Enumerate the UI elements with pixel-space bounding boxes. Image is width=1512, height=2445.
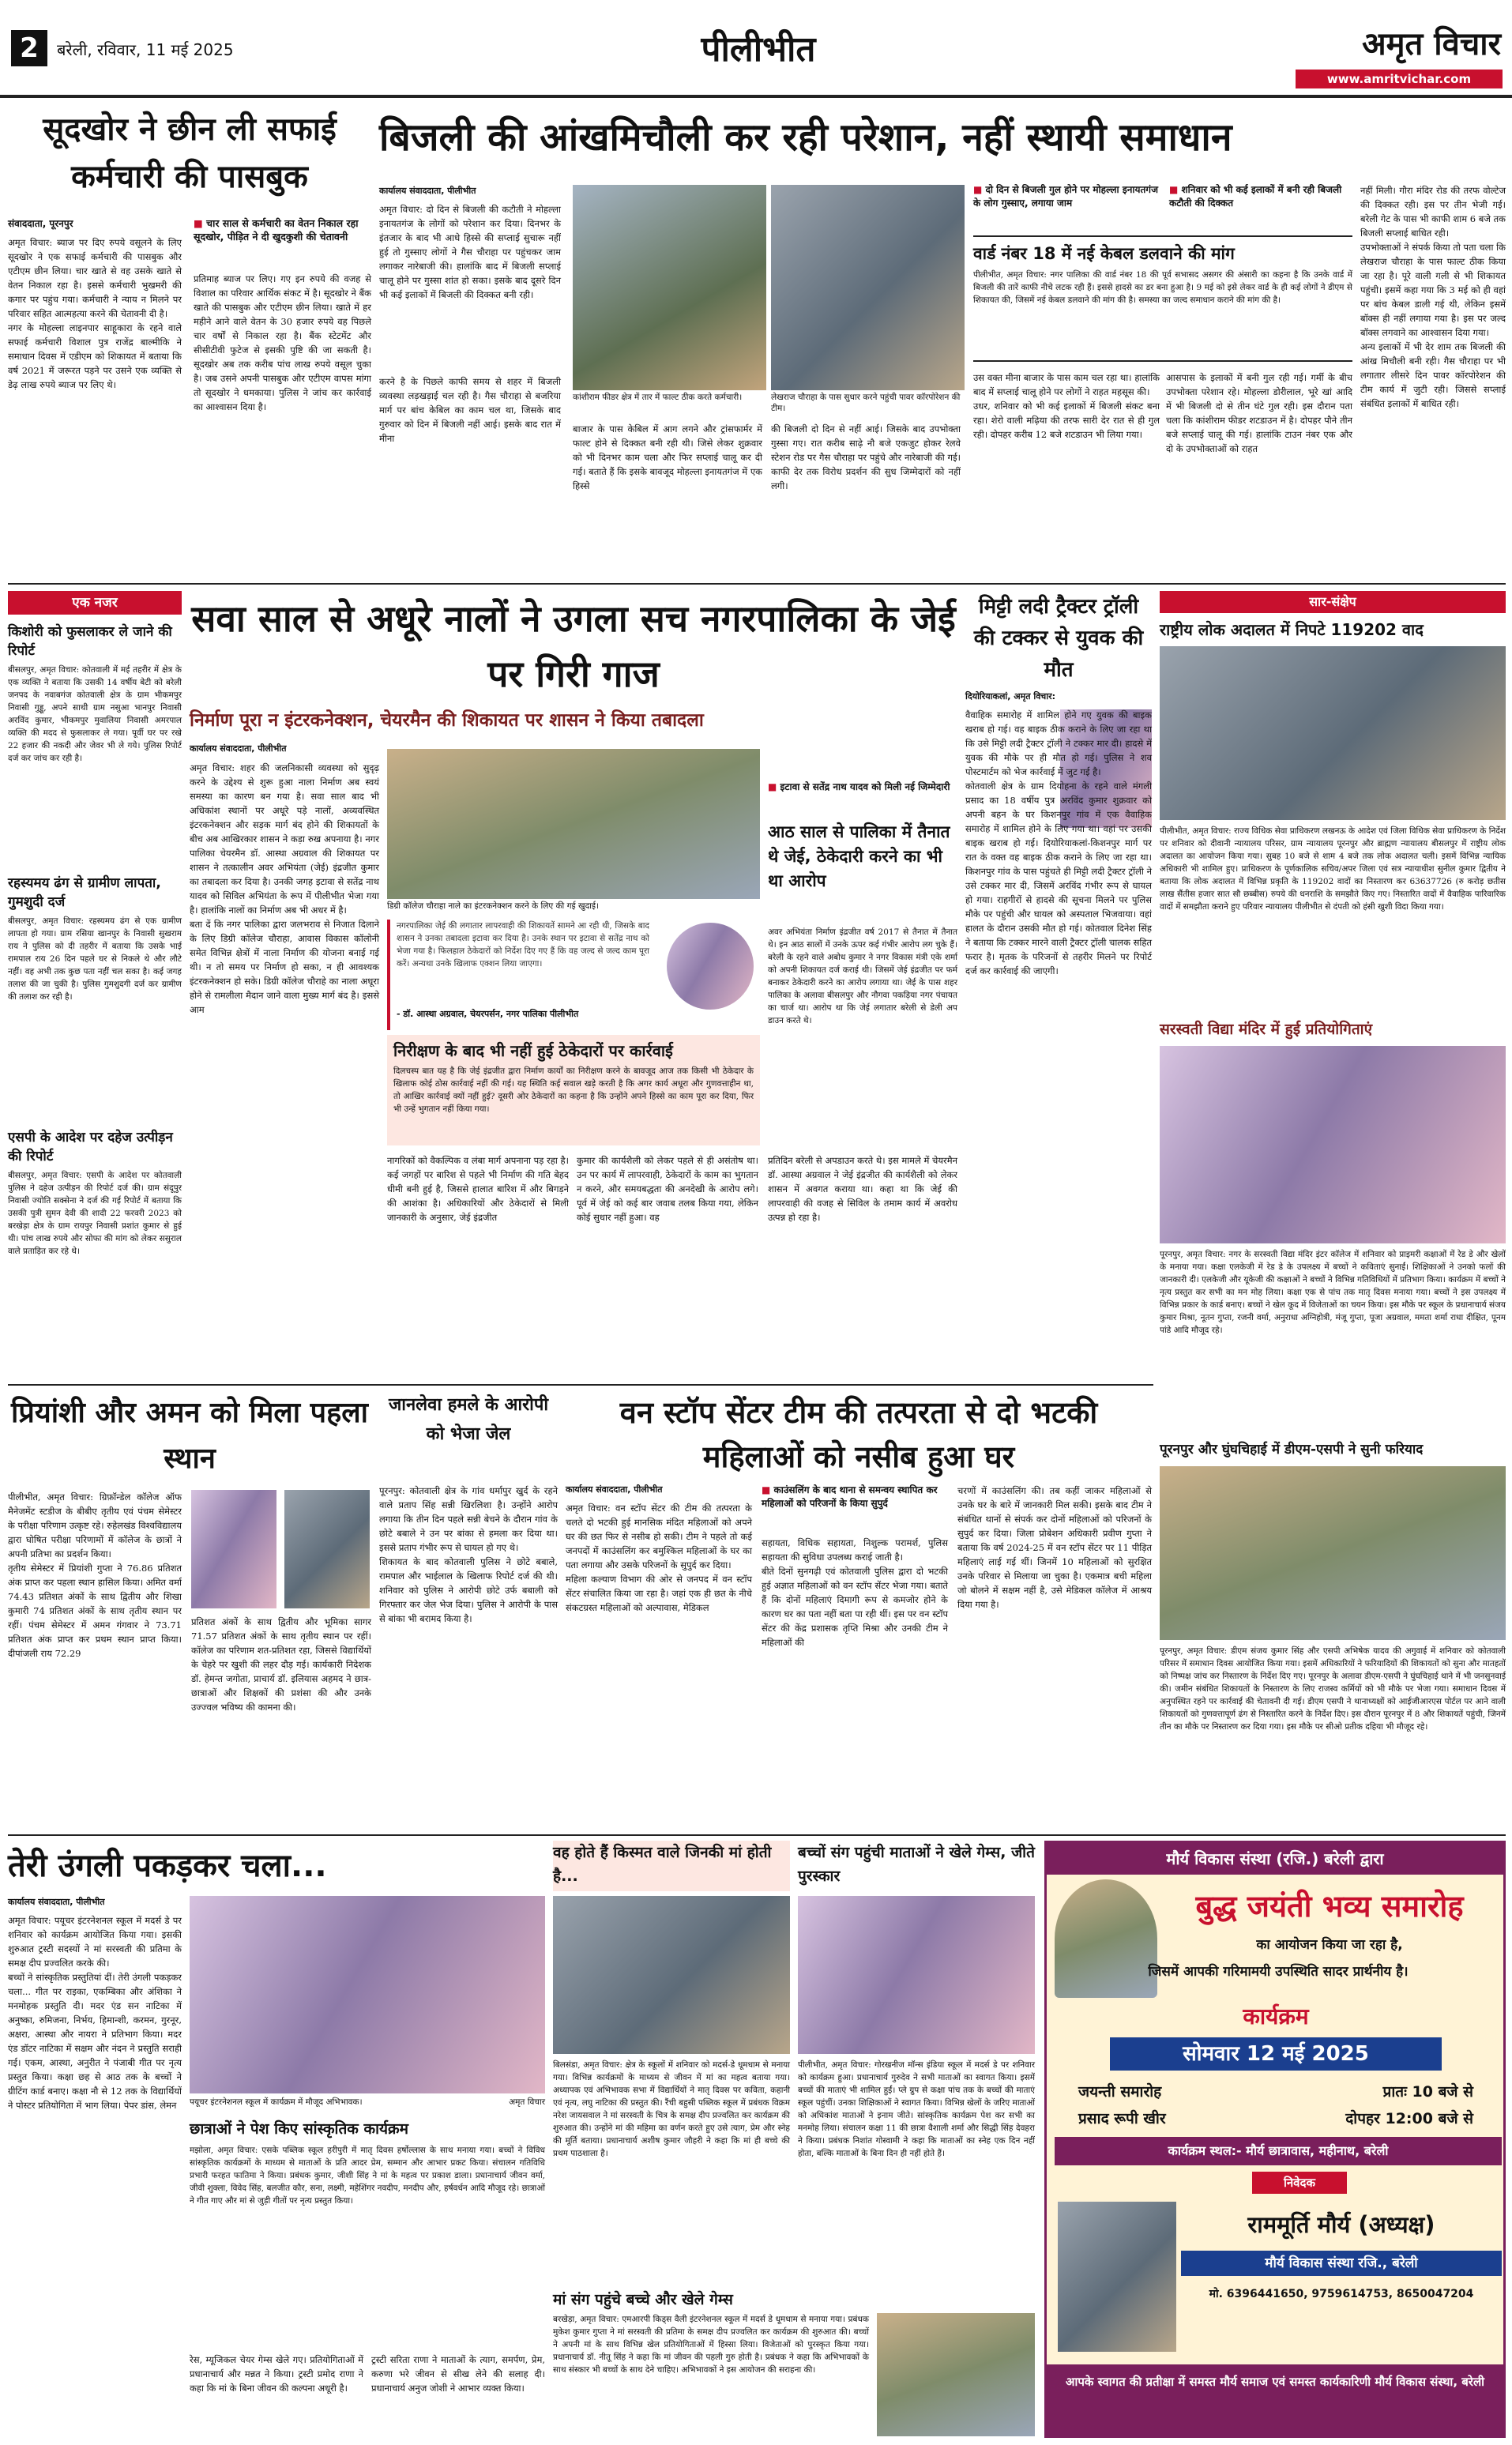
story-bijli — [379, 106, 1506, 580]
brief-body: बीसलपुर, अमृत विचार: कोतवाली में मई तहरीर में क्षेत्र के एक व्यक्ति ने बताया कि उसकी 14 वर्षीय बेटी को बरेली जनपद के नवाबगंज कोतवाली क्षेत्र के ग्राम भीकमपुर निवासी गुड्डू, अपने साथी ग्राम नसुआ भानपुर निवासी अरविंद कुमार, भीकमपुर मुवालिया निवासी अमरपाल व्यक्ति की मदद से फुसलाकर ले गया। पूर्वी घर पर रखे 22 हजार की नकदी और जेवर भी ले गये। पुलिस रिपोर्ट दर्ज कर जांच कर रही है। — [8, 665, 185, 763]
brief-headline: राष्ट्रीय लोक अदालत में निपटे 119202 वाद — [1160, 620, 1424, 639]
student-photo — [284, 1490, 370, 1608]
story-body: पूरनपुर: कोतवाली क्षेत्र के गांव धर्मापुर खुर्द के रहने वाले प्रताप सिंह सन्नी खिरलिशा है। उन्होंने आरोप लगाया कि तीन दिन पहले सन्नी बेचने के दौरान गांव के छोटे बबाले ने उन पर बांका से हमला कर दिया था। इससे प्रताप गंभीर रूप से घायल हो गए थे। शिकायत के बाद कोतवाली पुलिस ने छोटे बबाले, रामपाल और भाईलाल के खिलाफ रिपोर्ट दर्ज की थी। शनिवार को पुलिस ने आरोपी छोटे उर्फ बबाली को गिरफ्तार कर जेल भेज दिया। पुलिस ने आरोपी के पास से बांका भी बरामद किया है। — [379, 1485, 558, 1624]
story-body-1: अमृत विचार: दो दिन से बिजली की कटौती ने मोहल्ला इनायतगंज के लोगों को परेशान कर दिया। दिनभर के इंतजार के बाद भी आधे हिस्से की सप्लाई सुचारू नहीं हुई तो गुस्साए लोगों ने गैस चौराहा पर पहुंचकर जाम लगाकर नारेबाजी की। हालांकि बाद में बिजली सप्लाई चालू होने पर गुस्सा शांत हो सका। इसके बाद दूसरे दिन भी कई इलाकों में बिजली की दिक्कत बनी रही। — [379, 204, 564, 300]
photo-caption: कांशीराम फीडर क्षेत्र में तार में फाल्ट ठीक करते कर्मचारी। — [573, 392, 766, 417]
brief-body: बीसलपुर, अमृत विचार: एसपी के आदेश पर कोतवाली पुलिस ने दहेज उत्पीड़न की रिपोर्ट दर्ज की। ग्राम संदूपुर निवासी ज्योति सक्सेना ने दर्ज की गई रिपोर्ट में बताया कि उसकी पुत्री सुमन देवी की शादी 22 फरवरी 2023 को बरखेड़ा क्षेत्र के ग्राम रायपुर निवासी प्रशांत कुमार से हुई थी। पांच लाख रुपये और सोफा की मांग को लेकर ससुराल वाले प्रताड़ित कर रहे थे। — [8, 1171, 185, 1256]
byline: कार्यालय संवाददाता, पीलीभीत — [8, 1897, 105, 1907]
brief-headline: रहस्यमय ढंग से ग्रामीण लापता, गुमशुदी दर्ज — [8, 875, 161, 910]
headline: सूदखोर ने छीन ली सफाई कर्मचारी की पासबुक — [43, 111, 337, 195]
story-body-5: उस वक्त मीना बाजार के पास काम चल रहा था। हालांकि बाद में सप्लाई चालू होने पर लोगों ने राहत महसूस की। उधर, शनिवार को भी कई इलाकों में बिजली संकट बना रहा। शेरो वाली मढ़िया की तरफ सारी देर रात से ही गुल रही। दोपहर करीब 12 बजे शटडाउन भी लिया गया। — [973, 372, 1160, 440]
section-label: सार-संक्षेप — [1160, 591, 1506, 613]
advert-footer: आपके स्वागत की प्रतीक्षा में समस्त मौर्य समाज एवं समस्त कार्यकारिणी मौर्य विकास संस्था, बरेली — [1047, 2364, 1503, 2436]
school-event-photo — [553, 1896, 790, 2054]
advert-karyakram: कार्यक्रम — [1243, 2003, 1309, 2029]
school-event-photo — [877, 2313, 1035, 2436]
section-label: एक नजर — [8, 591, 182, 615]
quote-box — [387, 920, 760, 1030]
side-bullet: ■ शनिवार को भी कई इलाकों में बनी रही बिजली कटौती की दिक्कत — [1169, 183, 1351, 229]
headline: बिजली की आंखमिचौली कर रही परेशान, नहीं स्थायी समाधान — [379, 115, 1232, 160]
story-nale — [190, 591, 961, 1381]
website-link[interactable]: www.amritvichar.com — [1296, 70, 1503, 88]
story-body-3: बाजार के पास केबिल में आग लगने और ट्रांसफार्मर में फाल्ट होने से दिक्कत बनी रही थी। जिसे लेकर शुक्रवार को भी दिनभर काम चला और फिर सप्लाई चालू कर दी गई। बताते हैं कि इसके बावजूद मोहल्ला इनायतगंज में एक हिस्से — [573, 423, 765, 491]
samadhan-diwas-photo — [1160, 1466, 1506, 1640]
brief-body: बीसलपुर, अमृत विचार: रहस्यमय ढंग से एक ग्रामीण लापता हो गया। ग्राम रसिया खानपुर के निवासी सुखराम राय ने पुलिस को दी तहरीर में बताया कि उसके भाई रामपाल राय 26 दिन पहले घर से निकले थे और लौटे नहीं। वह अभी तक कुछ पता नहीं चल सका है। कई जगह तलाश की जा चुकी है। पुलिस गुमशुदगी दर्ज कर ग्रामीण की तलाश कर रही है। — [8, 916, 185, 1002]
brief-body: पूरनपुर, अमृत विचार: नगर के सरस्वती विद्या मंदिर इंटर कॉलेज में शनिवार को प्राइमरी कक्षाओं में रेड डे और खेलों के मनाया गया। कक्षा एलकेजी में रेड डे के उपलक्ष्य में बच्चों ने कविताएं सुनाईं। शिक्षिकाओं ने उनको फलों की जानकारी दी। एलकेजी और यूकेजी की कक्षाओं ने बच्चों ने विभिन्न गतिविधियों में प्रतिभाग किया। कार्यक्रम में बच्चों ने नृत्य प्रस्तुत कर सभी का मन मोह लिया। कक्षा एक से पांच तक मातृ दिवस मनाया गया। बच्चों ने इस उपलक्ष्य में विभिन्न प्रकार के कार्ड बनाए। बच्चों ने खेल कूद में विजेताओं का चयन किया। इस मौके पर स्कूल के प्रधानाचार्य संजय कुमार मिश्रा, नूतन गुप्ता, रजनी वर्मा, अनुराधा अग्निहोत्री, मंजू गुप्ता, पूजा अग्रवाल, ममता शर्मा राधा दीक्षित, पूनम पांडे आदि मौजूद रहे। — [1160, 1250, 1509, 1335]
advert-name: राममूर्ति मौर्य (अध्यक्ष) — [1247, 2211, 1435, 2238]
side-body-2: प्रतिदिन बरेली से अपडाउन करते थे। इस मामले में चेयरमैन डॉ. आस्था अग्रवाल ने जेई इंद्रजीत की कार्यशैली को लेकर शासन में अवगत कराया था। कहा था कि जेई की लापरवाही की वजह से सिविल के तमाम कार्य में अवरोध उत्पन्न हो रहा है। — [768, 1155, 961, 1223]
story-body: पीलीभीत, अमृत विचार: गोरखनीज मॉन्स इंडिया स्कूल में मदर्स डे पर शनिवार को कार्यक्रम हुआ। प्रधानाचार्य गुरुदेव ने सभी माताओं का स्वागत किया। इसमें बच्चों की माताएं भी शामिल हुईं। प्ले ग्रुप से कक्षा पांच तक के बच्चों की माताएं स्कूल पहुंचीं। उनका शिक्षिकाओं ने स्वागत किया। विभिन्न खेलों के जरिए माताओं को अधिकांश माताओं ने इनाम जीते। सांस्कृतिक कार्यक्रम पेश कर सभी का मनमोह लिया। संचालन कक्षा 11 की छात्रा वैशाली शर्मा और सिद्धी सिंह देवहरा ने किया। प्रबंधक निशांत गोस्वामी ने कहा कि माताओं का स्नेह एक दिन नहीं होता, बल्कि माताओं के बिना दिन ही नहीं होते हैं। — [798, 2060, 1038, 2158]
story-body: बरखेड़ा, अमृत विचार: एमआरपी किड्स वैली इंटरनेशनल स्कूल में मदर्स डे धूमधाम से मनाया गया। प्रबंधक मुकेश कुमार गुप्ता ने मां सरस्वती की प्रतिमा के समक्ष दीप प्रज्वलित कर कार्यक्रम की शुरुआत की। बच्चों ने अपनी मां के साथ विभिन्न खेल प्रतियोगिताओं में हिस्सा लिया। विजेताओं को पुरस्कृत किया गया। प्रधानाचार्य डॉ. नीतू सिंह ने कहा कि मां जीवन की पहली गुरु होती है। प्रबंधक ने कहा कि अभिभावकों के साथ संस्कार भी बच्चों के साथ देने चाहिए। अभिभावकों ने इस आयोजन की सराहना की। — [553, 2315, 872, 2375]
headline: प्रियांशी और अमन को मिला पहला स्थान — [11, 1397, 368, 1475]
headline: छात्राओं ने पेश किए सांस्कृतिक कार्यक्रम — [190, 2120, 408, 2138]
headline: तेरी उंगली पकड़कर चला... — [8, 1848, 327, 1884]
subhead: ■ चार साल से कर्मचारी का वेतन निकाल रहा सूदखोर, पीड़ित ने दी खुदकुशी की चेतावनी — [194, 216, 371, 264]
headline: वन स्टॉप सेंटर टीम की तत्परता से दो भटकी महिलाओं को नसीब हुआ घर — [619, 1395, 1098, 1474]
ward-body: पीलीभीत, अमृत विचार: नगर पालिका की वार्ड नंबर 18 की पूर्व सभासद असगर की अंसारी का कहना है कि उनके वार्ड में बिजली की तारें काफी नीचे लटक रही हैं। इससे हादसे का डर बना हुआ है। 9 मई को इसे लेकर वार्ड के ही कई लोगों ने डीएम से शिकायत की, जिसमें नई केबल डलवाने की मांग की है। समस्या का जल्द समाधान कराने की मांग की है। — [973, 270, 1356, 305]
story-chhatra — [190, 2117, 548, 2351]
school-event-photo — [1160, 1046, 1506, 1243]
ward-headline: वार्ड नंबर 18 में नई केबल डलवाने की मांग — [973, 244, 1235, 263]
news-photo-workers — [573, 185, 766, 390]
story-bullet: ■ काउंसलिंग के बाद थाना से समन्वय स्थापित कर महिलाओं को परिजनों के किया सुपुर्द — [762, 1484, 948, 1531]
story-body-2: प्रतिमाह ब्याज पर लिए। गए इन रुपये की वजह से विशाल का परिवार आर्थिक संकट में है। सूदखोर ने बैंक खाते की पासबुक और एटीएम छीन लिया। खाते में हर महीने आने वाले वेतन के 30 हजार रुपये वह पिछले चार वर्षों से निकाल रहा है। बैंक स्टेटमेंट और सीसीटीवी फुटेज से इसकी पुष्टि की जा सकती है। सूदखोर अब तक करीब पांच लाख रुपये वसूल चुका है। जब उसने अपनी पासबुक और एटीएम वापस मांगा तो सूदखोर ने धमकाया। पुलिस ने जांच कर कार्रवाई का आश्वासन दिया है। — [194, 273, 374, 412]
advert-title: बुद्ध जयंती भव्य समारोह — [1195, 1889, 1464, 1924]
side-body: अवर अभियंता निर्माण इंद्रजीत वर्ष 2017 से तैनात में तैनात थे। इन आठ सालों में उनके ऊपर कई गंभीर आरोप लग चुके हैं। बरेली के रहने वाले अबोध कुमार ने नगर विकास मंत्री एके शर्मा को अपनी शिकायत दर्ज कराई थी। जिसमें जेई इंद्रजीत पर फर्म बनाकर ठेकेदारी करने का आरोप लगाया था। जेई के पास शहर पालिका के अलावा बीसलपुर और नौगवा पकड़िया नगर पंचायत का चार्ज था। आरोप था कि जेई लगातार बरेली से डेली अप डाउन करते थे। — [768, 927, 961, 1025]
headline: मिट्टी लदी ट्रैक्टर ट्रॉली की टक्कर से युवक की मौत — [973, 595, 1144, 682]
brief-headline: एसपी के आदेश पर दहेज उत्पीड़न की रिपोर्ट — [8, 1130, 173, 1164]
box-headline: निरीक्षण के बाद भी नहीं हुई ठेकेदारों पर कार्रवाई — [393, 1041, 673, 1060]
schedule-time: प्रातः 10 बजे से — [1382, 2083, 1473, 2101]
photo-credit: अमृत विचार — [466, 2097, 545, 2111]
story-body-6: आसपास के इलाकों में बनी गुल रही गई। गर्मी के बीच उपभोक्ता परेशान रहे। मोहल्ला डोरीलाल, भूरे खां आदि में भी बिजली दो से तीन घंटे गुल रही। इस दौरान पता चला कि कांशीराम फीडर शटडाउन में है। दोपहर पौने तीन बजे सप्लाई चालू की गई। हालांकि टाउन नंबर एक और दो के उपभोक्ताओं को राहत — [1166, 372, 1356, 454]
masthead — [0, 0, 1512, 103]
saar-sankshep-column — [1160, 591, 1509, 1942]
inspection-box — [387, 1035, 760, 1145]
advert-phones: मो. 6396441650, 9759614753, 8650047204 — [1209, 2288, 1474, 2300]
story-body: वैवाहिक समारोह में शामिल होने गए युवक की बाइक खराब हो गई। वह बाइक ठीक कराने के लिए जा रहा था कि उसे मिट्टी लदी ट्रैक्टर ट्रॉली ने टक्कर मार दी। हादसे में युवक की मौके पर ही मौत हो गई। पुलिस ने शव पोस्टमार्टम को भेज कार्रवाई में जुट गई है। कोतवाली क्षेत्र के ग्राम दियोहना के रहने वाले मंगली प्रसाद का 18 वर्षीय पुत्र अरविंद कुमार शुक्रवार को अपनी बहन के घर किशनपुर गांव में एक वैवाहिक समारोह में शामिल होने के लिए गया था। वहां पर उसकी बाइक खराब हो गई। दियोरियाकलां-किशनपुर मार्ग पर रात के वक्त वह बाइक ठीक कराने के लिए जा रहा था। किशनपुर गांव के पास पहुंचते ही मिट्टी लदी ट्रैक्टर ट्रॉली ने उसे टक्कर मार दी, जिसमें अरविंद गंभीर रूप से घायल हो गया। राहगीरों से हादसे की सूचना मिलने पर पुलिस मौके पर पहुंची और घायल को अस्पताल भिजवाया। वहां हालत के दौरान उसकी मौत हो गई। कोतवाल दिनेश सिंह ने बताया कि टक्कर मारने वाली ट्रैक्टर ट्रॉली चालक सहित फरार है। मृतक के परिजनों से तहरीर मिलने पर रिपोर्ट दर्ज कर कार्रवाई की जाएगी। — [965, 709, 1152, 976]
brief-headline: पूरनपुर और घुंघचिहाई में डीएम-एसपी ने सुनी फरियाद — [1160, 1442, 1424, 1458]
story-priyanshi — [8, 1390, 374, 1833]
schedule-label: प्रसाद रूपी खीर — [1078, 2110, 1166, 2127]
dateline: बरेली, रविवार, 11 मई 2025 — [57, 40, 234, 59]
photo-caption: पयूचर इंटरनेशनल स्कूल में कार्यक्रम में मौजूद अभिभावक। — [190, 2097, 450, 2111]
section-rule — [8, 583, 1506, 585]
quote-attribution: - डॉ. आस्था अग्रवाल, चेयरपर्सन, नगर पालिका पीलीभीत — [397, 1009, 579, 1019]
ward-box — [973, 235, 1356, 362]
advert-nivedak: निवेदक — [1252, 2172, 1347, 2194]
advert-date: सोमवार 12 मई 2025 — [1110, 2037, 1442, 2071]
side-headline: आठ साल से पालिका में तैनात थे जेई, ठेकेदारी करने का भी था आरोप — [768, 822, 950, 890]
quote-text: नगरपालिका जेई की लगातार लापरवाही की शिकायतें सामने आ रही थी, जिसके बाद शासन ने उनका तबादला इटावा कर दिया है। उनके स्थान पर इटावा से सतेंद्र नाथ को भेजा गया है। फिलहाल ठेकेदारों को निर्देश दिए गए हैं कि वह जल्द से जल्द काम पूरा करें। अन्यथा उनके खिलाफ एक्शन लिया जाएगा। — [397, 921, 653, 969]
story-body-3: ट्रस्टी सरिता राणा ने माताओं के त्याग, समर्पण, प्रेम, करुणा भरे जीवन से सीख लेने की सलाह दी। प्रधानाचार्य अनुज जोशी ने आभार व्यक्त किया। — [371, 2354, 548, 2394]
student-photo — [191, 1490, 276, 1608]
headline: जानलेवा हमले के आरोपी को भेजा जेल — [388, 1395, 549, 1444]
story-maa — [553, 2288, 1035, 2438]
portrait-photo — [667, 923, 754, 1010]
story-body-1: अमृत विचार: पयूचर इंटरनेशनल स्कूल में मदर्स डे पर शनिवार को कार्यक्रम आयोजित किया गया। इसकी शुरुआत ट्रस्टी सदस्यों ने मां सरस्वती की प्रतिमा के समक्ष दीप प्रज्वलित करके की। बच्चों ने सांस्कृतिक प्रस्तुतियां दीं। तेरी उंगली पकड़कर चला... गीत पर राइका, एकम्बिका और अंशिका ने मनमोहक प्रस्तुति दी। मदर एंड सन नाटिका में अनुष्का, रुमिजना, निर्भय, हिमान्शी, करमन, गुरनूर, अक्षरा, आस्था और नायरा ने प्रतिभाग किया। मदर एंड डॉटर नाटिका में सक्षम और नंदन ने प्रस्तुति सराही गई। एकम, आस्था, अनुरीत ने पंजाबी गीत पर नृत्य प्रस्तुत किया। कक्षा छह से आठ तक के बच्चों ने ग्रीटिंग कार्ड बनाए। कक्षा नौ से 12 तक के विद्यार्थियों ने पोस्टर प्रतियोगिता में भाग लिया। पेपर डांस, लेमन — [8, 1915, 182, 2111]
schedule-time: दोपहर 12:00 बजे से — [1345, 2110, 1473, 2127]
advert-buddha-jayanti — [1044, 1841, 1506, 2438]
box-body: दिलचस्प बात यह है कि जेई इंद्रजीत द्वारा निर्माण कार्यों का निरीक्षण करने के बावजूद आज तक किसी भी ठेकेदार के खिलाफ कोई ठोस कार्रवाई नहीं की गई। यह स्थिति कई सवाल खड़े करती है कि अगर कार्य अधूरा और गुणवत्ताहीन था, तो आखिर कार्रवाई क्यों नहीं हुई? दूसरी ओर ठेकेदारों का कहना है कि उन्होंने अपने हिस्से का काम पूरा कर दिया, फिर भी उन्हें भुगतान नहीं किया गया। — [393, 1066, 757, 1114]
brief-body: पूरनपुर, अमृत विचार: डीएम संजय कुमार सिंह और एसपी अभिषेक यादव की अगुवाई में शनिवार को कोतवाली परिसर में समाधान दिवस आयोजित किया गया। इसमें अधिकारियों ने फरियादियों की शिकायतों को सुना और मातहतों को निष्पक्ष जांच कर निस्तारण के निर्देश दिए गए। पूरनपुर के अलावा डीएम-एसपी ने घुंघचिहाई थाने में भी जनसुनवाई की। जमीन संबंधित शिकायतों के निस्तारण के लिए राजस्व कर्मियों को भी मौके पर भेजा गया। समाधान दिवस में अनुपस्थित रहने पर कार्रवाई की चेतावनी दी गई। डीएम एसपी ने थानाध्यक्षों को आईजीआरएस पोर्टल पर आने वाली शिकायतों को गुणवत्तापूर्ण ढंग से निस्तारित करने के निर्देश दिए। इस दौरान पूरनपुर में 8 और शिकायतें पहुंची, जिनमें तीन का मौके पर निस्तारण कर दिया गया। इस मौके पर सीओ प्रतीक दहिया भी मौजूद रहे। — [1160, 1646, 1509, 1732]
advert-venue: कार्यक्रम स्थल:- मौर्य छात्रावास, महीनाथ, बरेली — [1055, 2137, 1502, 2165]
story-body-3: चरणों में काउंसलिंग की। तब कहीं जाकर महिलाओं से उनके घर के बारे में जानकारी मिल सकी। इसके बाद टीम ने संबंधित थानों से संपर्क कर दोनों महिलाओं को परिजनों के सुपुर्द कर दिया। जिला प्रोबेशन अधिकारी प्रवीण गुप्ता ने बताया कि वर्ष 2024-25 में वन स्टॉप सेंटर पर 11 पीड़ित महिलाएं लाई गई थीं। जिनमें 10 महिलाओं को सुरक्षित उनके परिवार से मिलाया जा चुका है। एकमात्र बची महिला जो बोलने में सक्षम नहीं है, उसे मेडिकल कॉलेज में आश्रय दिया गया है। — [957, 1485, 1155, 1610]
byline: दियोरियाकलां, अमृत विचार: — [965, 691, 1056, 702]
story-aaropi — [379, 1390, 558, 1833]
story-body-7: नहीं मिली। गौरा मंदिर रोड की तरफ वोल्टेज की दिक्कत रही। इस पर तीन भेजी गई। बरेली गेट के पास भी काफी शाम 6 बजे तक बिजली सप्लाई बाधित रही। उपभोक्ताओं ने संपर्क किया तो पता चला कि लेखराज चौराहा के पास फाल्ट ठीक किया जा रहा है। पूरे वाली गली से भी शिकायत पहुंची। इसमें कहा गया कि 3 मई को ही वहां पर बांच केबल डाली गई थी, लेकिन इसमें बॉक्स ही नहीं लगाया गया है। इस पर जल्द बॉक्स लगवाने का आश्वासन दिया गया। अन्य इलाकों में भी देर शाम तक बिजली की आंख मिचौली बनी रही। गैस चौराहा पर भी लगातार लीसरे दिन पावर कॉरपोरेशन की टीम कार्य में जुटी रही। जिससे सप्लाई संबंधित इलाकों में बाधित रही। — [1360, 185, 1506, 409]
story-body-3: कुमार की कार्यशैली को लेकर पहले से ही असंतोष था। उन पर कार्य में लापरवाही, ठेकेदारों के काम का भुगतान न करने, और समयबद्धता की अनदेखी के आरोप लगे। पूर्व में जेई को कई बार जवाब तलब किया गया, लेकिन कोई सुधार नहीं हुआ। वह — [577, 1155, 762, 1223]
lok-adalat-photo — [1160, 646, 1506, 820]
story-body-2: रेस, म्यूजिकल चेयर गेम्स खेले गए। प्रतियोगिताओं में प्रधानाचार्य और मन्नत ने किया। ट्रस्टी प्रमोद राणा ने कहा कि मां के बिना जीवन की कल्पना अधूरी है। — [190, 2354, 367, 2394]
photo-caption: लेखराज चौराहा के पास सुधार करने पहुंची पावर कॉरपोरेशन की टीम। — [771, 392, 965, 417]
story-tractor — [965, 591, 1152, 1381]
school-event-photo — [190, 1896, 545, 2093]
byline: कार्यालय संवाददाता, पीलीभीत — [190, 743, 287, 754]
headline: मां संग पहुंचे बच्चे और खेले गेम्स — [553, 2291, 733, 2308]
story-body-4: की बिजली दो दिन से नहीं आई। जिसके बाद उपभोक्ता गुस्सा गए। रात करीब साढ़े नौ बजे एकजुट होकर रेलवे स्टेशन रोड पर गैस चौराहा पर पहुंचे और नारेबाजी की गई। काफी देर तक विरोध प्रदर्शन की सुध जिम्मेदारों को नहीं लगी। — [771, 423, 964, 491]
advert-line: का आयोजन किया जा रहा है, — [1256, 1937, 1403, 1953]
byline: संवाददाता, पूरनपुर — [8, 218, 73, 229]
headline: बच्चों संग पहुंची माताओं ने खेले गेम्स, जीते पुरस्कार — [798, 1844, 1035, 1885]
story-body-1: अमृत विचार: शहर की जलनिकासी व्यवस्था को सुदृढ़ करने के उद्देश्य से शुरू हुआ नाला निर्माण अब स्वयं समस्या का कारण बन गया है। सवा साल बाद भी अधिकांश स्थानों पर अधूरे पड़े नालों, अव्यवस्थित इंटरकनेक्शन और सड़क मार्ग बंद होने की शिकायतों के बीच अब आखिरकार शासन ने कड़ा रुख अपनाया है। नगर पालिका चेयरमैन डॉ. आस्था अग्रवाल की शिकायत पर शासन ने तत्कालीन अवर अभियंता (जेई) इंद्रजीत कुमार का तबादला कर दिया है। उनकी जगह इटावा से सतेंद्र नाथ यादव को सिविल अभियंता के रूप में पीलीभीत भेजा गया है। हालांकि नालों का निर्माण अब भी अधर में है। बता दें कि नगर पालिका द्वारा जलभराव से निजात दिलाने के लिए डिग्री कॉलेज चौराहा, आवास विकास कॉलोनी समेत विभिन्न क्षेत्रों में नाला निर्माण की योजना बनाई गई थी। न तो समय पर निर्माण हो सका, न ही आवश्यक इंटरकनेक्शन हो सके। डिग्री कॉलेज चौराहे का नाला अधूरा होने से रामलीला मैदान जाने वाला मुख्य मार्ग बंद है। इससे आम — [190, 762, 379, 1015]
story-body-1: अमृत विचार: वन स्टॉप सेंटर की टीम की तत्परता के चलते दो भटकी हुई मानसिक मंदित महिलाओं को अपने घर की छत फिर से नसीब हो सकी। टीम ने पहले तो कई जनपदों में काउंसलिंग कर बमुश्किल महिलाओं के घर का पता लगाया और उसके परिजनों के सुपुर्द कर दिया। महिला कल्याण विभाग की ओर से जनपद में वन स्टॉप सेंटर संचालित किया जा रहा है। जहां एक ही छत के नीचे संकटग्रस्त महिलाओं को अल्पावास, मेडिकल — [566, 1503, 752, 1613]
presenter-portrait — [1058, 2202, 1176, 2352]
brand-logo: अमृत विचार — [1362, 26, 1501, 62]
masthead-rule — [0, 95, 1512, 98]
story-body-2: नागरिकों को वैकल्पिक व लंबा मार्ग अपनाना पड़ रहा है। कई जगहों पर बारिश से पहले भी निर्माण की गति बेहद धीमी बनी हुई है, जिससे हालात बारिश में और बिगड़ने की आशंका है। अधिकारियों और ठेकेदारों से मिली जानकारी के अनुसार, जेई इंद्रजीत — [387, 1155, 572, 1223]
headline: सवा साल से अधूरे नालों ने उगला सच नगरपालिका के जेई पर गिरी गाज — [191, 597, 956, 695]
advert-org-line: मौर्य विकास संस्था (रजि.) बरेली द्वारा — [1047, 1843, 1503, 1875]
subhead: निर्माण पूरा न इंटरकनेक्शन, चेयरमैन की शिकायत पर शासन ने किया तबादला — [190, 710, 704, 731]
side-small-head: ■ इटावा से सतेंद्र नाथ यादव को मिली नई जिम्मेदारी — [768, 781, 957, 812]
story-khele — [798, 1841, 1038, 2283]
photo-caption: डिग्री कॉलेज चौराहा नाले का इंटरकनेक्शन करने के लिए की गई खुदाई। — [387, 901, 760, 915]
advert-org: मौर्य विकास संस्था रजि., बरेली — [1181, 2251, 1502, 2276]
ek-nazar-column — [8, 591, 185, 1381]
news-photo-drain — [387, 749, 760, 899]
schedule-label: जयन्ती समारोह — [1078, 2083, 1162, 2101]
story-onestop — [566, 1390, 1155, 1833]
brief-headline: सरस्वती विद्या मंदिर में हुई प्रतियोगिताएं — [1160, 1021, 1373, 1038]
story-body-2: प्रतिशत अंकों के साथ द्वितीय और भूमिका सागर 71.57 प्रतिशत अंकों के साथ तृतीय स्थान पर रहीं। कॉलेज का परिणाम शत-प्रतिशत रहा, जिससे विद्यार्थियों के चेहरे पर खुशी की लहर दौड़ गई। कार्यकारी निदेशक डॉ. हेमन्त जगोता, प्राचार्य डॉ. इलियास अहमद ने छात्र-छात्राओं और शिक्षकों की प्रशंसा की और उनके उज्ज्वल भविष्य की कामना की। — [191, 1616, 374, 1713]
side-bullet: ■ दो दिन से बिजली गुल होने पर मोहल्ला इनायतगंज के लोग गुस्साए, लगाया जाम — [973, 183, 1163, 229]
news-photo-team — [771, 185, 965, 390]
school-event-photo — [798, 1896, 1035, 2054]
section-rule — [8, 1834, 1506, 1836]
section-rule — [8, 1384, 1153, 1386]
story-body: मझोला, अमृत विचार: एसके पब्लिक स्कूल हरीपुरी में मातृ दिवस हर्षोल्लास के साथ मनाया गया। बच्चों ने विविध सांस्कृतिक कार्यक्रमों के माध्यम से माताओं के प्रति आदर प्रेम, सम्मान और आभार प्रकट किया। संचालन गतिविधि प्रभारी फरहत फातिमा ने किया। प्रबंधक कुमार, जीशी सिंह ने मां के महत्व पर प्रकाश डाला। प्रधानाचार्य जीवन वर्मा, जीवी शुक्ला, विवेद सिंह, बलजीत कौर, सना, लक्ष्मी, महेशिंगर नवदीप, मनदीप और, हर्षवर्धन आदि मौजूद रहे। छात्राओं ने गीत गाए और मां से जुड़ी गीतों पर नृत्य प्रस्तुत किया। — [190, 2146, 548, 2206]
page-number: 2 — [11, 30, 47, 66]
brief-body: पीलीभीत, अमृत विचार: राज्य विधिक सेवा प्राधिकरण लखनऊ के आदेश एवं जिला विधिक सेवा प्राधिकरण के निर्देश पर शनिवार को दीवानी न्यायालय परिसर, ग्राम न्यायालय पूरनपुर और ब्राह्मण न्यायालय बीसलपुर में राष्ट्रीय लोक अदालत का आयोजन किया गया। सुबह 10 बजे से शाम 4 बजे तक लोक अदालत चली। इसमें विभिन्न न्यायिक अधिकारी भी शामिल हुए। प्राधिकरण के पूर्णकालिक सचिव/अपर जिला एवं सत्र न्यायाधीश सुनील कुमार द्वितीय ने बताया कि लोक अदालत में विभिन्न प्रकृति के 119202 वादों का निस्तारण कर 63637726 (रु करोड़ छतीस लाख सैंतीस हजार सात सौ छब्बीस) रुपये की धनराशि के समझौते किए गए। निस्तारित वादों में वैवाहिक पारिवारिक वादों में समझौता कराने हुए परिवार न्यायालय पीलीभीत से दंपती को हंसी खुशी विदा किया गया। — [1160, 826, 1509, 912]
story-body: अमृत विचार: ब्याज पर दिए रुपये वसूलने के लिए सूदखोर ने एक सफाई कर्मचारी की पासबुक और एटीएम छीन लिया। चार खाते से वह उसके खाते से वेतन निकाल रहा है। इससे कर्मचारी भुखमरी की कगार पर पहुंच गया। कर्मचारी ने न्याय न मिलने पर परिवार सहित आत्महत्या करने की चेतावनी दी है। नगर के मोहल्ला लाइनपार साहूकारा के रहने वाले सफाई कर्मचारी विशाल पुत्र राजेंद्र बाल्मीकि ने समाधान दिवस में एडीएम को शिकायत में बताया कि वर्ष 2021 में जरूरत पड़ने पर उसने एक व्यक्ति से डेढ़ लाख रुपये ब्याज पर लिए थे। — [8, 237, 182, 390]
byline: कार्यालय संवाददाता, पीलीभीत — [379, 186, 476, 196]
headline: वह होते हैं किस्मत वाले जिनकी मां होती है... — [553, 1841, 790, 1891]
brief-headline: किशोरी को फुसलाकर ले जाने की रिपोर्ट — [8, 624, 172, 659]
story-body-2: सहायता, विधिक सहायता, निशुल्क परामर्श, पुलिस सहायता की सुविधा उपलब्ध कराई जाती है। बीते दिनों सुनगढ़ी एवं कोतवाली पुलिस द्वारा दो भटकी हुई अज्ञात महिलाओं को वन स्टॉप सेंटर भेजा गया। बताते हैं कि दोनों महिलाएं दिमागी रूप से कमजोर होने के कारण घर का पता नहीं बता पा रही थीं। इस पर वन स्टॉप सेंटर की केंद्र प्रशासक तृप्ति मिश्रा और उनकी टीम ने महिलाओं की — [762, 1537, 948, 1648]
story-sudkhor — [8, 106, 374, 580]
story-kismat — [553, 1841, 793, 2283]
story-body-1: पीलीभीत, अमृत विचार: ग्रिफ़ॉन्डेल कॉलेज ऑफ मैनेजमेंट स्टडीज के बीबीए तृतीय एवं पंचम सेमेस्टर के परीक्षा परिणाम उत्कृष्ट रहे। रुहेलखंड विश्वविद्यालय द्वारा घोषित परीक्षा परिणामों में कॉलेज के छात्रों ने अपनी प्रतिभा का प्रदर्शन किया। तृतीय सेमेस्टर में प्रियांशी गुप्ता ने 76.86 प्रतिशत अंक प्राप्त कर पहला स्थान हासिल किया। अमित वर्मा 74.43 प्रतिशत अंकों के साथ द्वितीय और शिखा कुमारी 74 प्रतिशत अंकों के साथ तृतीय स्थान पर रहीं। पंचम सेमेस्टर में अमन गंगवार ने 73.71 प्रतिशत अंक प्राप्त कर प्रथम स्थान प्राप्त किया। दीपांजली राय 72.29 — [8, 1491, 182, 1659]
story-body: बिलसंडा, अमृत विचार: क्षेत्र के स्कूलों में शनिवार को मदर्स-डे धूमधाम से मनाया गया। विभिन्न कार्यक्रमों के माध्यम से जीवन में मां का महत्व बताया गया। अध्यापक एवं अभिभावक सभा में विद्यार्थियों ने मातृ दिवस पर कविता, कहानी एवं नृत्य, लघु नाटिका की प्रस्तुत की। रैंची बहुसी पब्लिक स्कूल में प्रबंधक विक्रम नरेश जायसवाल ने मां सरस्वती के चित्र के समक्ष दीप प्रज्वलित कर कार्यक्रम की शुरुआत की। उन्होंने मां की महिमा का वर्णन करते हुए उसे त्याग, प्रेम और स्नेह की मूर्ति बताया। प्रधानाचार्य अशीष कुमार जौहरी ने कहा कि मां ही बच्चे की प्रथम पाठशाला है। — [553, 2060, 793, 2158]
byline: कार्यालय संवाददाता, पीलीभीत — [566, 1484, 663, 1495]
advert-line: जिसमें आपकी गरिमामयी उपस्थिति सादर प्रार्थनीय है। — [1148, 1964, 1409, 1980]
story-body-2: करने है के पिछले काफी समय से शहर में बिजली व्यवस्था लड़खड़ाई चल रही है। गैस चौराहा से बजरिया मार्ग पर बांच केबिल का काम चल था, जिसके बाद गुरुवार को दिन में बिजली नहीं आई। इसके बाद रात में मीना — [379, 376, 564, 444]
page-city-title: पीलीभीत — [701, 29, 816, 70]
